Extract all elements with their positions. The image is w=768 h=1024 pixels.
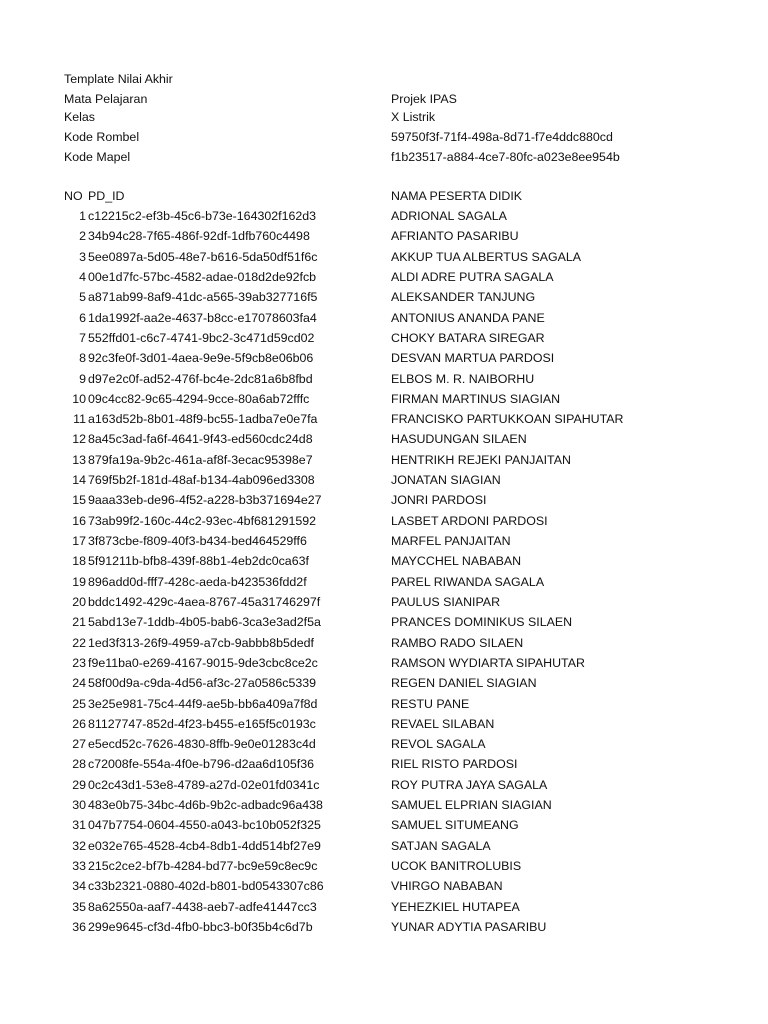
column-header-no[interactable]: NO [64, 189, 83, 203]
table-row [0, 511, 768, 531]
table-row [0, 572, 768, 592]
sheet-title[interactable]: Template Nilai Akhir [64, 72, 173, 86]
row-number-cell[interactable]: 12 [72, 432, 86, 446]
row-number-cell[interactable]: 26 [72, 717, 86, 731]
pd-id-cell[interactable]: 09c4cc82-9c65-4294-9cce-80a6ab72fffc [88, 392, 310, 406]
table-row [0, 775, 768, 795]
table-row [0, 328, 768, 348]
pd-id-cell[interactable]: 0c2c43d1-53e8-4789-a27d-02e01fd0341c [88, 778, 320, 792]
student-name-cell[interactable]: AFRIANTO PASARIBU [391, 229, 519, 243]
pd-id-cell[interactable]: 879fa19a-9b2c-461a-af8f-3ecac95398e7 [88, 453, 313, 467]
table-row [0, 369, 768, 389]
pd-id-cell[interactable]: 73ab99f2-160c-44c2-93ec-4bf681291592 [88, 514, 317, 528]
student-name-cell[interactable]: REVOL SAGALA [391, 737, 486, 751]
field-row-kode-mapel [0, 147, 768, 167]
student-name-cell[interactable]: HASUDUNGAN SILAEN [391, 432, 527, 446]
row-number-cell[interactable]: 3 [79, 250, 86, 264]
field-label[interactable]: Kode Rombel [64, 130, 140, 144]
table-row [0, 206, 768, 226]
pd-id-cell[interactable]: 215c2ce2-bf7b-4284-bd77-bc9e59c8ec9c [88, 859, 318, 873]
student-name-cell[interactable]: RIEL RISTO PARDOSI [391, 757, 518, 771]
table-row [0, 429, 768, 449]
pd-id-cell[interactable]: e5ecd52c-7626-4830-8ffb-9e0e01283c4d [88, 737, 316, 751]
student-name-cell[interactable]: MARFEL PANJAITAN [391, 534, 511, 548]
pd-id-cell[interactable]: 047b7754-0604-4550-a043-bc10b052f325 [88, 818, 321, 832]
student-name-cell[interactable]: MAYCCHEL NABABAN [391, 554, 522, 568]
field-row-kode-rombel [0, 127, 768, 147]
row-number-cell[interactable]: 17 [72, 534, 86, 548]
table-row [0, 450, 768, 470]
row-number-cell[interactable]: 35 [72, 900, 86, 914]
student-name-cell[interactable]: SAMUEL SITUMEANG [391, 818, 519, 832]
student-name-cell[interactable]: REVAEL SILABAN [391, 717, 495, 731]
row-number-cell[interactable]: 36 [72, 920, 86, 934]
row-number-cell[interactable]: 28 [72, 757, 86, 771]
student-name-cell[interactable]: AKKUP TUA ALBERTUS SAGALA [391, 250, 582, 264]
student-name-cell[interactable]: UCOK BANITROLUBIS [391, 859, 522, 873]
row-number-cell[interactable]: 18 [72, 554, 86, 568]
row-number-cell[interactable]: 25 [72, 697, 86, 711]
pd-id-cell[interactable]: 5f91211b-bfb8-439f-88b1-4eb2dc0ca63f [88, 554, 309, 568]
student-name-cell[interactable]: FIRMAN MARTINUS SIAGIAN [391, 392, 561, 406]
table-row [0, 247, 768, 267]
student-name-cell[interactable]: ALDI ADRE PUTRA SAGALA [391, 270, 554, 284]
table-row [0, 592, 768, 612]
row-number-cell[interactable]: 34 [72, 879, 86, 893]
student-name-cell[interactable]: SAMUEL ELPRIAN SIAGIAN [391, 798, 552, 812]
table-row [0, 694, 768, 714]
row-number-cell[interactable]: 16 [72, 514, 86, 528]
pd-id-cell[interactable]: 1da1992f-aa2e-4637-b8cc-e17078603fa4 [88, 311, 317, 325]
row-number-cell[interactable]: 9 [79, 372, 86, 386]
pd-id-cell[interactable]: 896add0d-fff7-428c-aeda-b423536fdd2f [88, 575, 307, 589]
title-row [0, 69, 768, 89]
row-number-cell[interactable]: 14 [72, 473, 86, 487]
pd-id-cell[interactable]: 483e0b75-34bc-4d6b-9b2c-adbadc96a438 [88, 798, 323, 812]
pd-id-cell[interactable]: a871ab99-8af9-41dc-a565-39ab327716f5 [88, 290, 318, 304]
pd-id-cell[interactable]: bddc1492-429c-4aea-8767-45a31746297f [88, 595, 321, 609]
row-number-cell[interactable]: 8 [79, 351, 86, 365]
student-name-cell[interactable]: ADRIONAL SAGALA [391, 209, 507, 223]
row-number-cell[interactable]: 13 [72, 453, 86, 467]
table-row [0, 287, 768, 307]
pd-id-cell[interactable]: 8a62550a-aaf7-4438-aeb7-adfe41447cc3 [88, 900, 317, 914]
table-row [0, 551, 768, 571]
field-value[interactable]: X Listrik [391, 110, 436, 124]
table-row [0, 267, 768, 287]
pd-id-cell[interactable]: 9aaa33eb-de96-4f52-a228-b3b371694e27 [88, 493, 322, 507]
pd-id-cell[interactable]: 34b94c28-7f65-486f-92df-1dfb760c4498 [88, 229, 310, 243]
pd-id-cell[interactable]: 00e1d7fc-57bc-4582-adae-018d2de92fcb [88, 270, 317, 284]
pd-id-cell[interactable]: f9e11ba0-e269-4167-9015-9de3cbc8ce2c [88, 656, 318, 670]
field-label[interactable]: Kelas [64, 110, 95, 124]
row-number-cell[interactable]: 22 [72, 636, 86, 650]
table-row [0, 308, 768, 328]
table-row [0, 226, 768, 246]
row-number-cell[interactable]: 20 [72, 595, 86, 609]
student-name-cell[interactable]: ANTONIUS ANANDA PANE [391, 311, 545, 325]
field-row-kelas [0, 107, 768, 127]
student-name-cell[interactable]: VHIRGO NABABAN [391, 879, 503, 893]
table-header-row [0, 186, 768, 206]
pd-id-cell[interactable]: c33b2321-0880-402d-b801-bd0543307c86 [88, 879, 324, 893]
pd-id-cell[interactable]: 769f5b2f-181d-48af-b134-4ab096ed3308 [88, 473, 315, 487]
row-number-cell[interactable]: 15 [72, 493, 86, 507]
student-name-cell[interactable]: PRANCES DOMINIKUS SILAEN [391, 615, 573, 629]
field-value[interactable]: 59750f3f-71f4-498a-8d71-f7e4ddc880cd [391, 130, 613, 144]
student-name-cell[interactable]: YUNAR ADYTIA PASARIBU [391, 920, 547, 934]
table-row [0, 673, 768, 693]
row-number-cell[interactable]: 1 [79, 209, 86, 223]
student-name-cell[interactable]: FRANCISKO PARTUKKOAN SIPAHUTAR [391, 412, 624, 426]
pd-id-cell[interactable]: e032e765-4528-4cb4-8db1-4dd514bf27e9 [88, 839, 321, 853]
student-name-cell[interactable]: CHOKY BATARA SIREGAR [391, 331, 545, 345]
table-row [0, 348, 768, 368]
row-number-cell[interactable]: 30 [72, 798, 86, 812]
pd-id-cell[interactable]: 5ee0897a-5d05-48e7-b616-5da50df51f6c [88, 250, 318, 264]
row-number-cell[interactable]: 19 [72, 575, 86, 589]
column-header-pd-id[interactable]: PD_ID [88, 189, 125, 203]
pd-id-cell[interactable]: 8a45c3ad-fa6f-4641-9f43-ed560cdc24d8 [88, 432, 313, 446]
student-name-cell[interactable]: LASBET ARDONI PARDOSI [391, 514, 548, 528]
student-name-cell[interactable]: JONRI PARDOSI [391, 493, 487, 507]
student-name-cell[interactable]: PAREL RIWANDA SAGALA [391, 575, 545, 589]
row-number-cell[interactable]: 33 [72, 859, 86, 873]
pd-id-cell[interactable]: 3f873cbe-f809-40f3-b434-bed464529ff6 [88, 534, 307, 548]
field-value[interactable]: Projek IPAS [391, 92, 457, 106]
row-number-cell[interactable]: 7 [79, 331, 86, 345]
pd-id-cell[interactable]: a163d52b-8b01-48f9-bc55-1adba7e0e7fa [88, 412, 318, 426]
student-name-cell[interactable]: RAMBO RADO SILAEN [391, 636, 524, 650]
row-number-cell[interactable]: 5 [79, 290, 86, 304]
student-name-cell[interactable]: YEHEZKIEL HUTAPEA [391, 900, 520, 914]
field-label[interactable]: Mata Pelajaran [64, 92, 148, 106]
pd-id-cell[interactable]: 5abd13e7-1ddb-4b05-bab6-3ca3e3ad2f5a [88, 615, 321, 629]
pd-id-cell[interactable]: 552ffd01-c6c7-4741-9bc2-3c471d59cd02 [88, 331, 315, 345]
row-number-cell[interactable]: 24 [72, 676, 86, 690]
row-number-cell[interactable]: 32 [72, 839, 86, 853]
student-name-cell[interactable]: RESTU PANE [391, 697, 470, 711]
table-row [0, 470, 768, 490]
field-value[interactable]: f1b23517-a884-4ce7-80fc-a023e8ee954b [391, 150, 620, 164]
student-name-cell[interactable]: RAMSON WYDIARTA SIPAHUTAR [391, 656, 585, 670]
student-name-cell[interactable]: JONATAN SIAGIAN [391, 473, 501, 487]
table-row [0, 897, 768, 917]
table-row [0, 490, 768, 510]
field-row-mata-pelajaran [0, 89, 768, 109]
table-row [0, 612, 768, 632]
column-header-name[interactable]: NAMA PESERTA DIDIK [391, 189, 523, 203]
student-name-cell[interactable]: PAULUS SIANIPAR [391, 595, 501, 609]
student-name-cell[interactable]: DESVAN MARTUA PARDOSI [391, 351, 555, 365]
pd-id-cell[interactable]: 58f00d9a-c9da-4d56-af3c-27a0586c5339 [88, 676, 317, 690]
row-number-cell[interactable]: 2 [79, 229, 86, 243]
table-row [0, 917, 768, 937]
table-row [0, 795, 768, 815]
row-number-cell[interactable]: 10 [72, 392, 86, 406]
student-name-cell[interactable]: SATJAN SAGALA [391, 839, 491, 853]
row-number-cell[interactable]: 6 [79, 311, 86, 325]
pd-id-cell[interactable]: 299e9645-cf3d-4fb0-bbc3-b0f35b4c6d7b [88, 920, 313, 934]
pd-id-cell[interactable]: 92c3fe0f-3d01-4aea-9e9e-5f9cb8e06b06 [88, 351, 314, 365]
pd-id-cell[interactable]: d97e2c0f-ad52-476f-bc4e-2dc81a6b8fbd [88, 372, 313, 386]
pd-id-cell[interactable]: c72008fe-554a-4f0e-b796-d2aa6d105f36 [88, 757, 314, 771]
table-row [0, 876, 768, 896]
row-number-cell[interactable]: 31 [72, 818, 86, 832]
field-label[interactable]: Kode Mapel [64, 150, 131, 164]
table-row [0, 531, 768, 551]
student-name-cell[interactable]: ALEKSANDER TANJUNG [391, 290, 536, 304]
row-number-cell[interactable]: 29 [72, 778, 86, 792]
student-name-cell[interactable]: ROY PUTRA JAYA SAGALA [391, 778, 548, 792]
student-name-cell[interactable]: ELBOS M. R. NAIBORHU [391, 372, 535, 386]
table-row [0, 815, 768, 835]
table-row [0, 856, 768, 876]
table-row [0, 653, 768, 673]
table-row [0, 409, 768, 429]
row-number-cell[interactable]: 11 [73, 412, 86, 426]
table-row [0, 836, 768, 856]
student-name-cell[interactable]: REGEN DANIEL SIAGIAN [391, 676, 537, 690]
row-number-cell[interactable]: 21 [72, 615, 86, 629]
row-number-cell[interactable]: 23 [72, 656, 86, 670]
pd-id-cell[interactable]: c12215c2-ef3b-45c6-b73e-164302f162d3 [88, 209, 317, 223]
pd-id-cell[interactable]: 3e25e981-75c4-44f9-ae5b-bb6a409a7f8d [88, 697, 318, 711]
row-number-cell[interactable]: 27 [72, 737, 86, 751]
table-row [0, 734, 768, 754]
table-row [0, 633, 768, 653]
pd-id-cell[interactable]: 1ed3f313-26f9-4959-a7cb-9abbb8b5dedf [88, 636, 314, 650]
table-row [0, 714, 768, 734]
table-row [0, 389, 768, 409]
row-number-cell[interactable]: 4 [79, 270, 86, 284]
student-name-cell[interactable]: HENTRIKH REJEKI PANJAITAN [391, 453, 571, 467]
pd-id-cell[interactable]: 81127747-852d-4f23-b455-e165f5c0193c [88, 717, 316, 731]
table-row [0, 754, 768, 774]
